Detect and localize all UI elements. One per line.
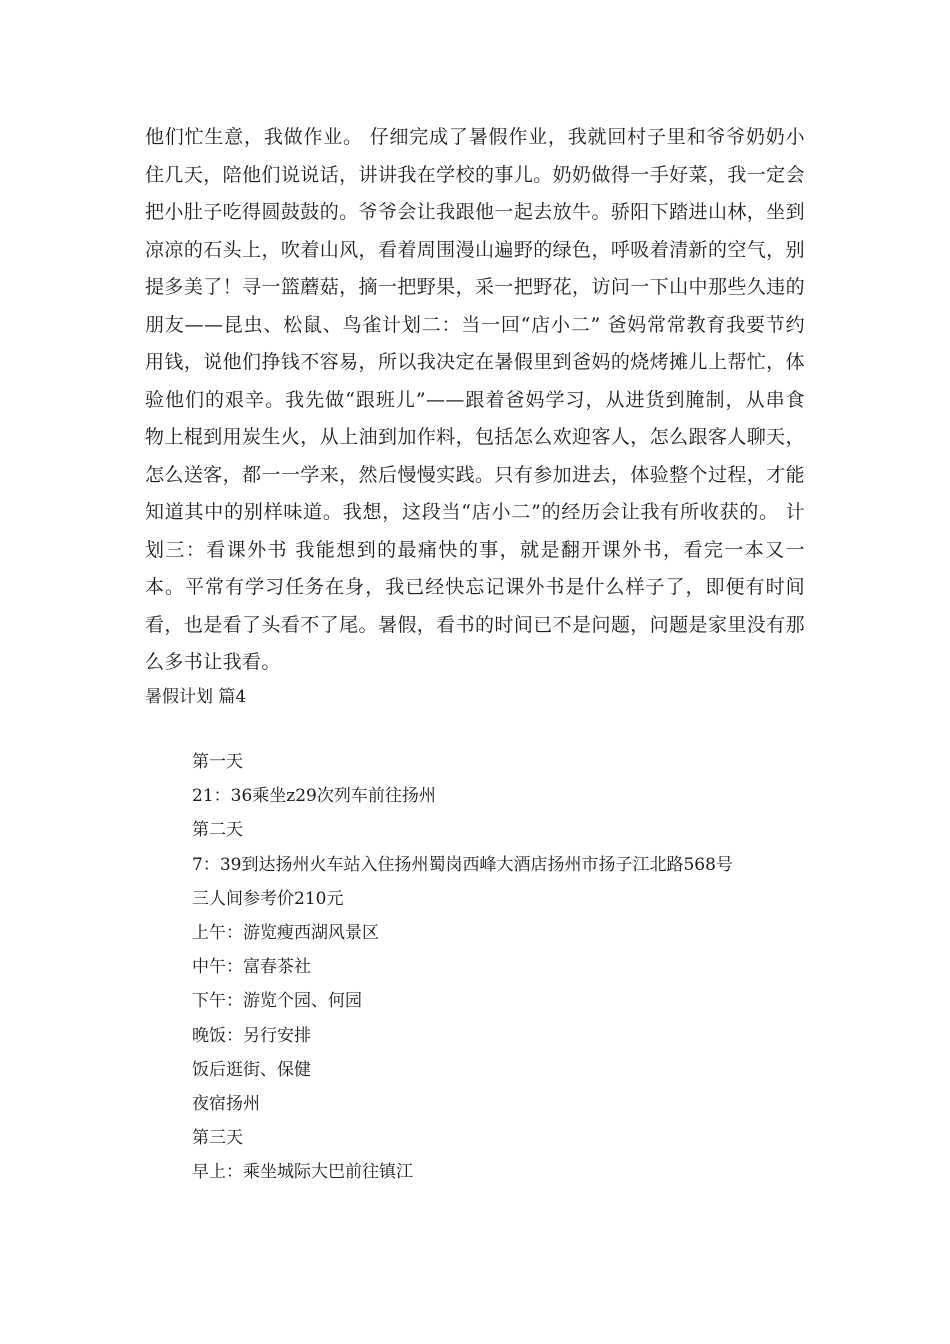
itinerary-line: 下午：游览个园、何园 <box>192 991 362 1012</box>
section-title: 暑假计划 篇4 <box>145 687 247 707</box>
itinerary-line: 上午：游览瘦西湖风景区 <box>192 923 379 944</box>
itinerary-line: 第三天 <box>192 1128 243 1149</box>
itinerary-line: 夜宿扬州 <box>192 1094 260 1115</box>
body-paragraph: 他们忙生意，我做作业。 仔细完成了暑假作业，我就回村子里和爷爷奶奶小住几天，陪他们说说话，讲讲我在学校的事儿。奶奶做得一手好菜，我一定会把小肚子吃得圆鼓鼓的。爷爷会让我跟他一起去放牛。骄阳下踏进山林，坐到凉凉的石头上，吹着山风，看着周围漫山遍野的绿色，呼吸着清新的空气，别提多美了！寻一篮蘑菇，摘一把野果，采一把野花，访问一下山中那些久违的朋友——昆虫、松鼠、鸟雀计划二：当一回“店小二” 爸妈常常教育我要节约用钱，说他们挣钱不容易，所以我决定在暑假里到爸妈的烧烤摊儿上帮忙，体验他们的艰辛。我先做“跟班儿”——跟着爸妈学习，从进货到腌制，从串食物上棍到用炭生火，从上油到加作料，包括怎么欢迎客人，怎么跟客人聊天，怎么送客，都一一学来，然后慢慢实践。只有参加进去，体验整个过程，才能知道其中的别样味道。我想，这段当“店小二”的经历会让我有所收获的。 计划三：看课外书 我能想到的最痛快的事，就是翻开课外书，看完一本又一本。平常有学习任务在身，我已经快忘记课外书是什么样子了，即便有时间看，也是看了头看不了尾。暑假，看书的时间已不是问题，问题是家里没有那么多书让我看。 <box>145 126 805 673</box>
itinerary-line: 7：39到达扬州火车站入住扬州蜀岗西峰大酒店扬州市扬子江北路568号 <box>192 854 733 875</box>
itinerary-line: 中午：富春茶社 <box>192 957 311 978</box>
itinerary-line: 饭后逛街、保健 <box>192 1059 311 1080</box>
itinerary-line: 晚饭：另行安排 <box>192 1025 311 1046</box>
itinerary-line: 三人间参考价210元 <box>192 888 344 909</box>
itinerary-list <box>192 745 733 1190</box>
itinerary-line: 第一天 <box>192 752 243 772</box>
itinerary-line: 21：36乘坐z29次列车前往扬州 <box>192 786 436 807</box>
itinerary-line: 早上：乘坐城际大巴前往镇江 <box>192 1162 413 1183</box>
itinerary-line: 第二天 <box>192 820 243 841</box>
